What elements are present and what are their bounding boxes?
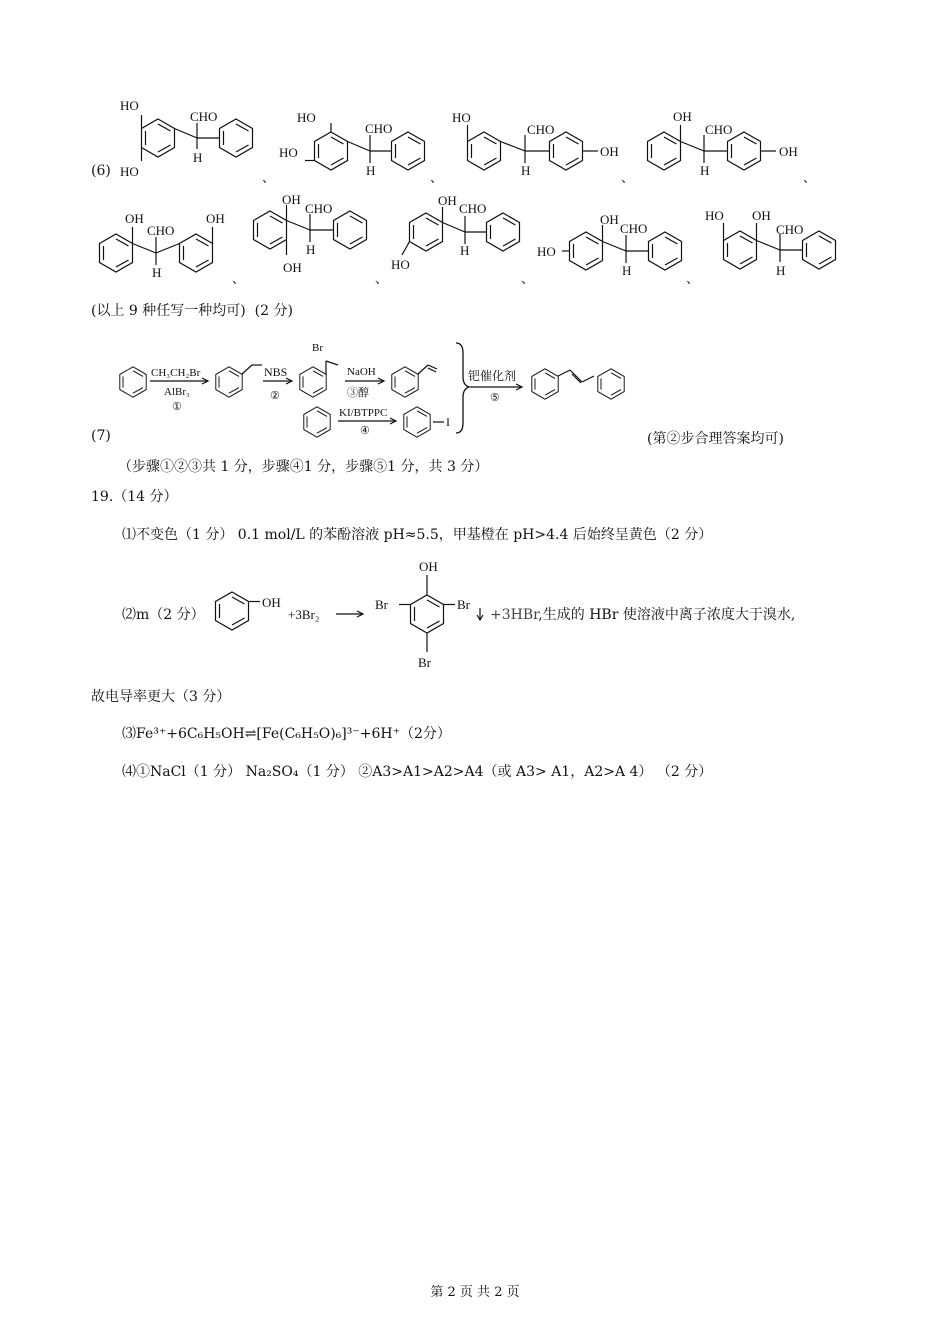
svg-text:、: 、 <box>262 170 276 185</box>
svg-text:OH: OH <box>282 192 301 207</box>
svg-text:OH: OH <box>438 193 457 208</box>
svg-text:Br: Br <box>418 655 431 670</box>
svg-text:+3Br₂: +3Br₂ <box>288 607 320 622</box>
svg-text:NaOH: NaOH <box>347 366 376 378</box>
structure-9 <box>705 208 836 278</box>
svg-text:③醇: ③醇 <box>347 387 369 399</box>
part6-label: (6) <box>91 163 111 179</box>
structure-8 <box>537 212 682 278</box>
svg-text:H: H <box>306 242 316 257</box>
svg-text:HO: HO <box>120 164 139 179</box>
svg-text:H: H <box>366 163 376 178</box>
part7-label: (7) <box>91 428 111 444</box>
svg-text:OH: OH <box>206 211 225 226</box>
svg-text:钯催化剂: 钯催化剂 <box>468 369 517 383</box>
part7-note: (第②步合理答案均可) <box>647 431 784 447</box>
svg-text:AlBr₃: AlBr₃ <box>164 386 190 398</box>
svg-text:OH: OH <box>419 559 438 574</box>
svg-text:H: H <box>460 243 470 258</box>
svg-text:CHO: CHO <box>190 109 218 124</box>
svg-text:CHO: CHO <box>527 122 555 137</box>
part7-scoring: （步骤①②③共 1 分，步骤④1 分，步骤⑤1 分，共 3 分） <box>118 459 489 475</box>
svg-text:、: 、 <box>375 271 389 286</box>
q19-part4: ⑷①NaCl（1 分） Na₂SO₄（1 分） ②A3>A1>A2>A4（或 A3> A1，A2>A 4） （2 分） <box>122 764 713 780</box>
part6-structures <box>0 85 950 290</box>
structure-1 <box>120 98 253 179</box>
structure-4 <box>648 109 798 178</box>
svg-text:①: ① <box>172 401 182 413</box>
svg-text:、: 、 <box>803 170 817 185</box>
svg-text:H: H <box>152 265 162 280</box>
bromination-equation <box>205 552 525 674</box>
svg-text:H: H <box>622 263 632 278</box>
svg-text:、: 、 <box>521 271 535 286</box>
synthesis-route <box>0 335 950 445</box>
svg-text:H: H <box>700 163 710 178</box>
svg-text:HO: HO <box>279 145 298 160</box>
svg-text:Br: Br <box>312 342 323 354</box>
structure-2 <box>279 110 425 178</box>
svg-text:CH₃CH₂Br: CH₃CH₂Br <box>151 367 201 379</box>
svg-text:H: H <box>193 150 203 165</box>
svg-text:④: ④ <box>360 425 370 437</box>
svg-text:H: H <box>776 263 786 278</box>
structure-3 <box>452 110 619 178</box>
svg-text:OH: OH <box>673 109 692 124</box>
label-ho: HO <box>120 98 139 113</box>
svg-text:OH: OH <box>600 212 619 227</box>
svg-text:KI/BTPPC: KI/BTPPC <box>339 407 388 419</box>
q19-part1: ⑴不变色（1 分） 0.1 mol/L 的苯酚溶液 pH≈5.5，甲基橙在 pH>4.4 后始终呈黄色（2 分） <box>122 527 713 543</box>
structure-5 <box>100 211 225 280</box>
structure-7 <box>391 193 520 272</box>
svg-text:Br: Br <box>457 597 470 612</box>
svg-text:、: 、 <box>430 170 444 185</box>
svg-text:Br: Br <box>375 597 388 612</box>
svg-text:HO: HO <box>705 208 724 223</box>
svg-text:HO: HO <box>391 257 410 272</box>
svg-text:⑤: ⑤ <box>490 392 500 404</box>
svg-text:、: 、 <box>621 170 635 185</box>
svg-text:CHO: CHO <box>620 221 648 236</box>
svg-text:H: H <box>521 163 531 178</box>
svg-text:HO: HO <box>537 244 556 259</box>
svg-text:OH: OH <box>779 144 798 159</box>
q19-part2-prefix: ⑵m（2 分） <box>122 607 205 623</box>
svg-text:OH: OH <box>283 260 302 275</box>
svg-text:OH: OH <box>752 208 771 223</box>
svg-text:CHO: CHO <box>147 223 175 238</box>
svg-text:②: ② <box>270 390 280 402</box>
part6-note: (以上 9 种任写一种均可) (2 分) <box>91 303 293 319</box>
q19-part3: ⑶Fe³⁺+6C₆H₅OH⇌[Fe(C₆H₅O)₆]³⁻+6H⁺（2分） <box>122 726 451 742</box>
svg-text:HO: HO <box>297 110 316 125</box>
svg-text:、: 、 <box>686 271 700 286</box>
q19-header: 19.（14 分） <box>91 489 178 505</box>
svg-text:CHO: CHO <box>705 122 733 137</box>
svg-text:I: I <box>446 415 450 429</box>
q19-part2-suffix: +3HBr,生成的 HBr 使溶液中离子浓度大于溴水, <box>490 607 796 623</box>
svg-text:、: 、 <box>232 271 246 286</box>
svg-text:CHO: CHO <box>365 121 393 136</box>
svg-text:HO: HO <box>452 110 471 125</box>
page-footer: 第 2 页 共 2 页 <box>430 1285 520 1300</box>
q19-part2-cont: 故电导率更大（3 分） <box>91 689 231 705</box>
svg-text:OH: OH <box>125 211 144 226</box>
svg-text:CHO: CHO <box>459 201 487 216</box>
structure-6 <box>254 192 367 275</box>
svg-text:OH: OH <box>600 144 619 159</box>
svg-text:OH: OH <box>262 595 281 610</box>
svg-text:CHO: CHO <box>305 201 333 216</box>
svg-text:NBS: NBS <box>264 365 288 379</box>
svg-text:CHO: CHO <box>776 222 804 237</box>
